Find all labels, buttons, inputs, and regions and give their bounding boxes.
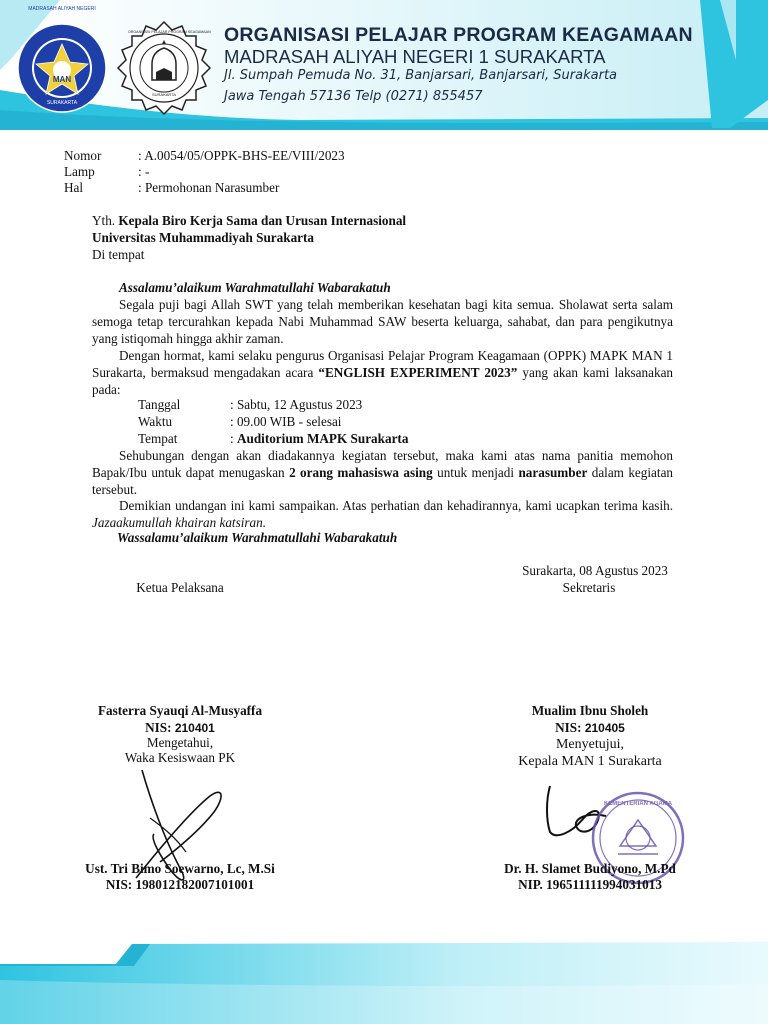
paragraph-2-text-a: Dengan hormat, kami selaku pengurus Organisasi Pelajar Program Keagamaan (OPPK) MAPK MAN 1 Surakarta, bermaksud mengadakan acara <box>92 348 673 380</box>
paragraph-2-text-b: yang akan kami laksanakan pada: <box>92 365 674 397</box>
recipient-institution: Universitas Muhammadiyah Surakarta <box>92 230 315 245</box>
ketua-nis-value: 210401 <box>174 721 215 735</box>
lamp-label: Lamp <box>64 164 95 179</box>
kepala-name: Dr. H. Slamet Budiyono, M.Pd <box>504 861 676 876</box>
sekretaris-name: Mualim Ibnu Sholeh <box>531 703 649 718</box>
hal-label: Hal <box>64 180 84 195</box>
school-name: MADRASAH ALIYAH NEGERI 1 SURAKARTA <box>224 46 606 67</box>
tanggal-label: Tanggal <box>138 397 181 412</box>
stamp-text: KEMENTERIAN AGAMA <box>603 801 673 807</box>
recipient-name: Kepala Biro Kerja Sama dan Urusan Internasional <box>118 213 407 228</box>
sekretaris-nis-label: NIS: <box>555 720 582 735</box>
waka-nis: NIS: 198012182007101001 <box>105 877 255 892</box>
paragraph-1-text: Segala puji bagi Allah SWT yang telah memberikan kesehatan bagi kita semua. Sholawat serta salam semoga tetap tercurahkan kepada Nabi Muhammad SAW beserta keluarga, sahabat, dan para pengikutnya yang istiqomah hingga akhir zaman. <box>92 297 673 346</box>
waka-title: Waka Kesiswaan PK <box>124 750 236 765</box>
recipient-place: Di tempat <box>92 247 145 262</box>
ketua-name: Fasterra Syauqi Al-Musyaffa <box>97 703 263 718</box>
sekretaris-nis-value: 210405 <box>584 721 625 735</box>
waktu-value: : 09.00 WIB - selesai <box>230 414 342 429</box>
ketua-nis <box>60 720 300 736</box>
address-line-2: Jawa Tengah 57136 Telp (0271) 855457 <box>224 89 483 104</box>
closing-greeting: Wassalamu’alaikum Warahmatullahi Wabarakatuh <box>117 530 398 545</box>
recipient-line <box>92 213 406 229</box>
kepala-title: Kepala MAN 1 Surakarta <box>518 754 662 769</box>
menyetujui: Menyetujui, <box>555 737 625 752</box>
place-date: Surakarta, 08 Agustus 2023 <box>522 563 668 578</box>
mengetahui: Mengetahui, <box>146 735 214 750</box>
tempat-value: Auditorium MAPK Surakarta <box>236 431 409 446</box>
paragraph-3-text-b: untuk menjadi <box>437 465 515 480</box>
paragraph-3 <box>92 447 673 498</box>
ketua-title: Ketua Pelaksana <box>136 580 224 595</box>
tempat-label: Tempat <box>138 431 178 446</box>
paragraph-3-text-c: dalam kegiatan tersebut. <box>92 465 674 497</box>
org-name: ORGANISASI PELAJAR PROGRAM KEAGAMAAN <box>224 24 693 46</box>
paragraph-4 <box>92 497 673 531</box>
paragraph-1 <box>92 296 673 347</box>
hal-value: : Permohonan Narasumber <box>138 180 280 195</box>
address-line-1: Jl. Sumpah Pemuda No. 31, Banjarsari, Banjarsari, Surakarta <box>224 68 618 83</box>
greeting: Assalamu’alaikum Warahmatullahi Wabarakatuh <box>119 280 391 295</box>
logo-right-bottom-text: SURAKARTA <box>151 92 177 97</box>
ketua-nis-label: NIS: <box>145 720 172 735</box>
tanggal-value: : Sabtu, 12 Agustus 2023 <box>230 397 363 412</box>
sekretaris-title: Sekretaris <box>562 580 616 595</box>
paragraph-3-text-a: Sehubungan dengan akan diadakannya kegiatan tersebut, maka kami atas nama panitia memohon Bapak/Ibu untuk dapat menugaskan <box>92 448 673 480</box>
paragraph-2 <box>92 347 673 398</box>
logo-right-ring-text: ORGANISASI PELAJAR PROGRAM KEAGAMAAN <box>128 30 211 34</box>
recipient-yth: Yth. <box>92 213 116 228</box>
oppk-logo <box>116 20 212 116</box>
waktu-label: Waktu <box>138 414 173 429</box>
tempat-colon: : <box>230 431 234 446</box>
logo-left-man-label: MAN <box>52 75 72 84</box>
logo-left-bottom-text: SURAKARTA <box>46 100 78 106</box>
letter-footer-background <box>0 940 768 1024</box>
paragraph-4-italic: Jazaakumullah khairan katsiran. <box>92 515 266 530</box>
sekretaris-nis <box>470 720 710 736</box>
lamp-value: : - <box>138 164 150 179</box>
paragraph-4-text: Demikian undangan ini kami sampaikan. Atas perhatian dan kehadirannya, kami ucapkan terima kasih. <box>119 498 673 513</box>
logo-left-ring-text: MADRASAH ALIYAH NEGERI <box>28 6 96 12</box>
tempat-row <box>230 431 408 447</box>
nomor-value: : A.0054/05/OPPK-BHS-EE/VIII/2023 <box>138 148 345 163</box>
participant-role: narasumber <box>518 465 588 480</box>
kepala-nip: NIP. 196511111994031013 <box>518 877 662 892</box>
nomor-label: Nomor <box>64 148 102 163</box>
event-name: “ENGLISH EXPERIMENT 2023” <box>318 365 518 380</box>
waka-name: Ust. Tri Bimo Soewarno, Lc, M.Si <box>85 861 275 876</box>
participant-count: 2 orang mahasiswa asing <box>289 465 433 480</box>
